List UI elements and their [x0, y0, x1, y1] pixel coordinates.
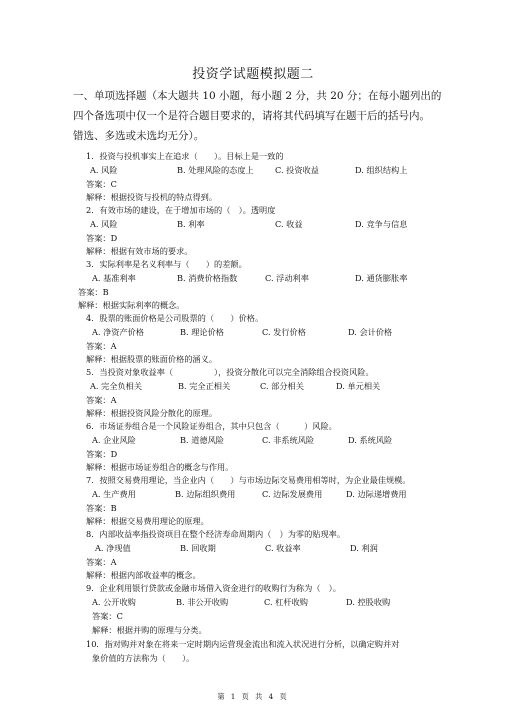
option-b: B. 回收期: [180, 543, 216, 553]
option-a: A. 公开收购: [92, 597, 136, 607]
option-c: C. 收益率: [265, 543, 301, 553]
page-footer: 第 1 页 共 4 页: [217, 692, 289, 701]
answer-2: 答案：D: [86, 233, 118, 243]
option-d: D. 组织结构上: [355, 165, 408, 175]
option-c: C. 部分相关: [260, 381, 304, 391]
option-b: B. 理论价格: [180, 327, 224, 337]
answer-8: 答案：A: [86, 557, 117, 567]
answer-6: 答案：D: [86, 449, 118, 459]
option-c: C. 非系统风险: [262, 435, 315, 445]
question-3: 3．实际利率是名义利率与（ ）的差额。: [86, 259, 247, 269]
option-a: A. 完全负相关: [90, 381, 143, 391]
explanation-3: 解释：根据实际利率的概念。: [78, 300, 185, 310]
explanation-5: 解释：根据投资风险分散化的原理。: [86, 408, 218, 418]
answer-7: 答案：B: [86, 503, 117, 513]
option-c: C. 杠杆收购: [264, 597, 308, 607]
option-a: A. 风险: [90, 165, 118, 175]
question-10-continued: 象价值的方法称为（ ）。: [92, 653, 195, 663]
explanation-1: 解释：根据投资与投机的特点得到。: [86, 192, 218, 202]
option-d: D. 边际递增费用: [346, 489, 407, 499]
option-a: A. 企业风险: [92, 435, 136, 445]
option-d: D. 会计价格: [348, 327, 393, 337]
explanation-9: 解释：根据并购的原理与分类。: [92, 625, 207, 635]
option-d: D. 控股收购: [346, 597, 391, 607]
section-intro-line-1: 一、单项选择题（本大题共 10 小题，每小题 2 分，共 20 分；在每小题列出的: [73, 90, 442, 102]
option-d: D. 系统风险: [348, 435, 393, 445]
option-c: C. 边际发展费用: [262, 489, 323, 499]
option-d: D. 通货膨胀率: [355, 273, 408, 283]
explanation-6: 解释：根据市场证券组合的概念与作用。: [86, 462, 234, 472]
section-intro-line-3: 错选、多选或未选均无分）。: [73, 130, 205, 142]
option-d: D. 竞争与信息: [355, 219, 408, 229]
option-a: A. 净资产价格: [92, 327, 145, 337]
option-d: D. 单元相关: [336, 381, 381, 391]
page-title: 投资学试题模拟题二: [192, 67, 314, 82]
answer-3: 答案：B: [78, 287, 109, 297]
explanation-2: 解释：根据有效市场的要求。: [86, 246, 193, 256]
option-c: C. 收益: [275, 219, 303, 229]
option-b: B. 边际组织费用: [175, 489, 236, 499]
option-d: D. 利润: [350, 543, 378, 553]
option-b: B. 道德风险: [180, 435, 224, 445]
answer-1: 答案：C: [86, 179, 117, 189]
option-a: A. 风险: [90, 219, 118, 229]
question-1: 1．投资与投机事实上在追求（ ）。目标上是一致的: [86, 151, 284, 161]
option-a: A. 生产费用: [92, 489, 136, 499]
question-10: 10．指对购并对象在将来一定时期内运营现金流出和流入状况进行分析，以确定购并对: [86, 639, 400, 649]
question-8: 8．内部收益率指投资项目在整个经济寿命周期内（ ）为零的贴现率。: [86, 529, 346, 539]
option-b: B. 消费价格指数: [177, 273, 238, 283]
answer-4: 答案：A: [86, 341, 117, 351]
question-7: 7．按照交易费用理论，当企业内（ ）与市场边际交易费用相等时，为企业最佳规模。: [86, 475, 411, 485]
option-b: B. 处理风险的态度上: [177, 165, 254, 175]
explanation-8: 解释：根据内部收益率的概念。: [86, 570, 201, 580]
option-c: C. 浮动利率: [265, 273, 309, 283]
option-b: B. 完全正相关: [178, 381, 231, 391]
question-4: 4．股票的账面价格是公司股票的（ ）价格。: [86, 313, 264, 323]
answer-9: 答案：C: [92, 611, 123, 621]
option-c: C. 投资收益: [275, 165, 319, 175]
answer-5: 答案：A: [86, 395, 117, 405]
question-9: 9．企业利用银行贷款或金融市场借入资金进行的收购行为称为（ ）。: [86, 583, 341, 593]
option-b: B. 非公开收购: [176, 597, 229, 607]
option-b: B. 利率: [177, 219, 205, 229]
option-a: A. 净现值: [95, 543, 131, 553]
explanation-7: 解释：根据交易费用理论的原理。: [86, 516, 209, 526]
section-intro-line-2: 四个备选项中仅一个是符合题目要求的，请将其代码填写在题干后的括号内。: [73, 110, 430, 122]
question-5: 5．当投资对象收益率（ ），投资分散化可以完全消除组合投资风险。: [86, 367, 374, 377]
option-c: C. 发行价格: [262, 327, 306, 337]
question-2: 2．有效市场的建设，在于增加市场的（ ）。透明度: [86, 205, 276, 215]
explanation-4: 解释：根据股票的账面价格的涵义。: [86, 354, 218, 364]
question-6: 6．市场证券组合是一个风险证券组合，其中只包含（ ）风险。: [86, 421, 337, 431]
option-a: A. 基准利率: [92, 273, 136, 283]
